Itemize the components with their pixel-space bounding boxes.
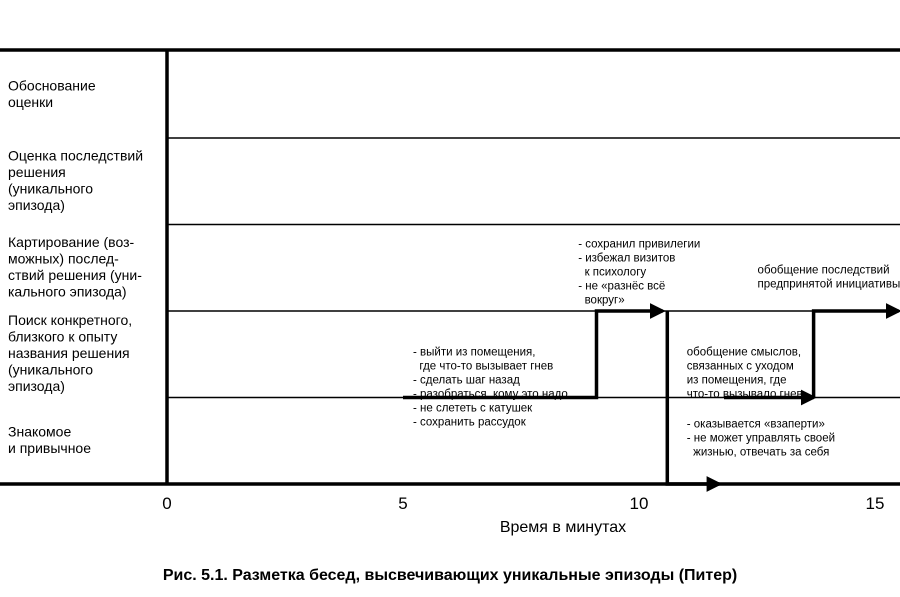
x-tick-label: 5 <box>398 494 408 513</box>
annotation-line: предпринятой инициативы <box>757 278 900 291</box>
annotation-0 <box>413 347 568 429</box>
row-label <box>8 147 143 213</box>
row-label-line: решения <box>8 163 66 180</box>
annotation-line: - не слететь с катушек <box>413 402 533 415</box>
annotation-line: - разобраться, кому это надо <box>413 388 568 401</box>
row-label <box>8 77 96 110</box>
row-label-line: и привычное <box>8 439 91 456</box>
figure-caption: Рис. 5.1. Разметка бесед, высвечивающих уникальные эпизоды (Питер) <box>162 567 738 584</box>
row-label-line: Знакомое <box>8 423 72 440</box>
annotation-line: что-то вызывало гнев <box>686 388 803 401</box>
annotation-line: к психологу <box>578 266 647 279</box>
row-label-line: можных) послед- <box>8 250 119 267</box>
annotation-line: из помещения, где <box>686 374 787 387</box>
annotation-1 <box>578 238 700 306</box>
row-label-line: ствий решения (уни- <box>8 266 142 283</box>
row-label-line: оценки <box>8 93 54 110</box>
annotation-line: связанных с уходом <box>686 360 794 373</box>
annotation-line: где что-то вызывает гнев <box>413 360 554 373</box>
x-axis-ticks <box>162 494 884 513</box>
row-label <box>8 234 142 300</box>
annotation-line: - сохранил привилегии <box>578 238 701 251</box>
row-label-line: кального эпизода) <box>8 283 127 300</box>
row-label <box>8 423 91 456</box>
series-path-3 <box>814 311 899 398</box>
annotation-line: жизнью, отвечать за себя <box>686 446 830 459</box>
annotations <box>413 238 900 458</box>
row-label-line: эпизода) <box>8 196 65 213</box>
row-label-line: названия решения <box>8 345 130 361</box>
x-tick-label: 0 <box>162 494 172 513</box>
x-axis-title: Время в минутах <box>499 519 627 536</box>
row-label-line: близкого к опыту <box>8 328 118 345</box>
annotation-line: - не может управлять своей <box>686 432 836 445</box>
annotation-line: вокруг» <box>578 294 625 307</box>
annotation-line: - оказывается «взаперти» <box>686 418 825 431</box>
annotation-line: - не «разнёс всё <box>578 280 666 293</box>
annotation-4 <box>687 419 835 459</box>
x-tick-label: 15 <box>865 494 885 513</box>
annotation-3 <box>758 264 900 290</box>
row-label-line: Оценка последствий <box>8 147 144 164</box>
annotation-line: - выйти из помещения, <box>413 346 536 359</box>
annotation-line: обобщение последствий <box>757 264 890 277</box>
row-labels <box>8 77 143 456</box>
row-label-line: (уникального <box>8 361 93 378</box>
row-label-line: Поиск конкретного, <box>8 312 133 328</box>
row-label-line: (уникального <box>8 180 93 197</box>
row-label-line: Обоснование <box>8 77 96 94</box>
annotation-line: - сохранить рассудок <box>413 416 526 429</box>
row-label-line: Картирование (воз- <box>8 233 135 250</box>
annotation-line: - избежал визитов <box>578 252 676 265</box>
annotation-2 <box>687 347 803 401</box>
annotation-line: обобщение смыслов, <box>686 346 802 359</box>
row-label-line: эпизода) <box>8 378 65 394</box>
row-label <box>8 312 132 394</box>
annotation-line: - сделать шаг назад <box>413 374 520 387</box>
x-tick-label: 10 <box>629 494 649 513</box>
